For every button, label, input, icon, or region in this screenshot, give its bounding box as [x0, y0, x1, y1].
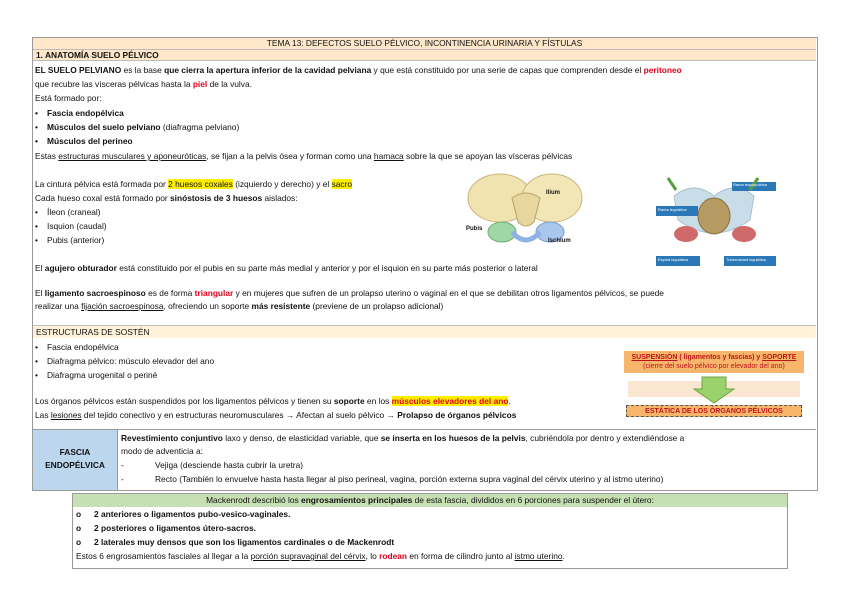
label-ischium: Ischium [548, 238, 571, 244]
s1-para1-line2: que recubre las vísceras pélvicas hasta la piel de la vulva. [35, 79, 252, 89]
label-pubis: Pubis [466, 226, 483, 232]
support-item-2: • Diafragma pélvico: músculo elevador del ano [35, 356, 215, 366]
s1-para6-line1: El ligamento sacroespinoso es de forma triangular y en mujeres que sufren de un prolapso uterino o vaginal en el que se debilitan otros ligamentos pélvicos, se puede [35, 288, 664, 298]
ischium-left [488, 222, 516, 242]
static-organs-box: ESTÁTICA DE LOS ÓRGANOS PÉLVICOS [626, 405, 802, 417]
s1-para1-line1: EL SUELO PELVIANO es la base que cierra la apertura inferior de la cavidad pelviana y que está constituido por una serie de capas que comprenden desde el peritoneo [35, 65, 682, 75]
s1-para2: Estas estructuras musculares y aponeuróticas, se fijan a la pelvis ósea y forman como una hamaca sobre la que se apoyan las vísceras pélvicas [35, 151, 573, 161]
fascia-para-line1: Revestimiento conjuntivo laxo y denso, de elasticidad variable, que se inserta en los huesos de la pelvis, cubriéndola por dentro y extendiéndose a [121, 433, 685, 443]
section1-heading: 1. ANATOMÍA SUELO PÉLVICO [33, 50, 816, 61]
mack-item-1: o 2 anteriores o ligamentos pubo-vesico-vaginales. [76, 509, 291, 519]
bone-item-3: • Pubis (anterior) [35, 235, 105, 245]
ramus-label-1: Rama isquiática [658, 207, 687, 212]
fascia-item-2: - Recto (También lo envuelve hasta hasta llegar al piso perineal, vagina, porción externa supra vaginal del cérvix uterino y al istmo uterino) [121, 474, 664, 484]
s2-para1: Los órganos pélvicos están suspendidos por los ligamentos pélvicos y tienen su soporte en los músculos elevadores del ano. [35, 396, 511, 406]
s1-para3: La cintura pélvica está formada por 2 huesos coxales (izquierdo y derecho) y el sacro [35, 179, 353, 189]
s1-para6-line2: realizar una fijación sacroespinosa, ofreciendo un soporte más resistente (previene de un prolapso adicional) [35, 301, 444, 311]
fascia-para-line2: modo de adventicia a: [121, 446, 203, 456]
section2-heading: ESTRUCTURAS DE SOSTÉN [33, 325, 816, 338]
suspension-support-box: SUSPENSIÓN ( ligamentos y fascias) y SOPORTE (cierre del suelo pélvico por elevador del ano) [624, 351, 804, 373]
s1-para5: El agujero obturador está constituido por el pubis en su parte más medial y anterior y por el isquion en su parte más posterior o lateral [35, 263, 538, 273]
formed-item-1: • Fascia endopélvica [35, 108, 124, 118]
support-item-3: • Diafragma urogenital o periné [35, 370, 158, 380]
formed-item-3: • Músculos del perineo [35, 136, 133, 146]
formed-item-2: • Músculos del suelo pelviano (diafragma pelviano) [35, 122, 240, 132]
mackenrodt-heading: Mackenrodt describió los engrosamientos principales de esta fascia, divididos en 6 porciones para suspender el útero: [73, 494, 787, 507]
green-marker-left [668, 178, 676, 190]
bone-item-1: • Íleon (craneal) [35, 207, 101, 217]
down-arrow-icon [694, 377, 734, 403]
fascia-item-1: - Vejiga (desciende hasta cubrir la uretra) [121, 460, 304, 470]
bone-item-2: • Isquion (caudal) [35, 221, 107, 231]
label-ilium: Ilium [546, 190, 561, 196]
s2-para2: Las lesiones del tejido conectivo y en estructuras neuromusculares → Afectan al suelo pélvico → Prolapso de órganos pélvicos [35, 410, 517, 420]
sacrum [512, 193, 540, 226]
s1-para4: Cada hueso coxal está formado por sinóstosis de 3 huesos aislados: [35, 193, 298, 203]
ramus-label-3: Tuberosidad isquiática [726, 257, 766, 262]
page-title: TEMA 13: DEFECTOS SUELO PÉLVICO, INCONTINENCIA URINARIA Y FÍSTULAS [33, 38, 816, 50]
formed-by-label: Está formado por: [35, 93, 102, 103]
mack-item-3: o 2 laterales muy densos que son los ligamentos cardinales o de Mackenrodt [76, 537, 395, 547]
fascia-label-line1: FASCIA [59, 447, 91, 457]
sacrum-detail [698, 198, 730, 234]
muscle-left [674, 226, 698, 242]
mack-item-2: o 2 posteriores o ligamentos útero-sacros. [76, 523, 256, 533]
support-item-1: • Fascia endopélvica [35, 342, 119, 352]
muscle-right [732, 226, 756, 242]
ramus-label-0: Rama isquiopúbica [733, 182, 768, 187]
ramus-label-2: Espina isquiática [658, 257, 689, 262]
mack-last-line: Estos 6 engrosamientos fasciales al llegar a la porción supravaginal del cérvix, lo rodean en forma de cilindro junto al istmo uterino. [76, 551, 565, 561]
fascia-label-line2: ENDOPÉLVICA [45, 460, 105, 470]
arrow-graphic [628, 375, 800, 405]
pubis [512, 232, 540, 240]
fascia-label [33, 430, 118, 490]
